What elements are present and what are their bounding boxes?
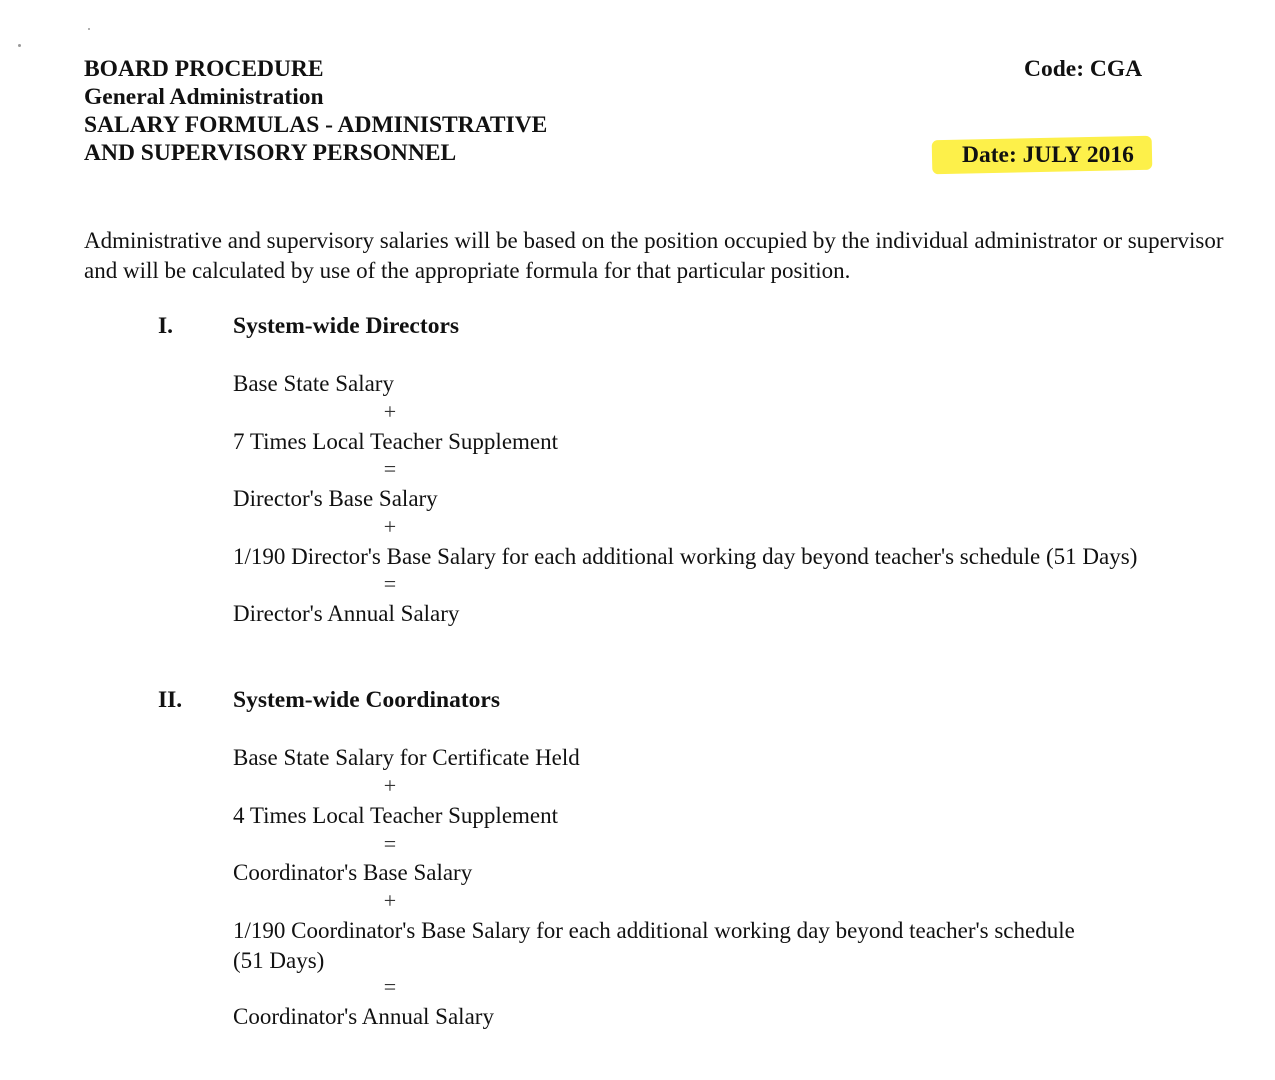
header-subject-line2: AND SUPERVISORY PERSONNEL: [84, 140, 457, 166]
formula-line: 1/190 Coordinator's Base Salary for each additional working day beyond teacher's schedule: [233, 918, 1075, 943]
formula-line: Base State Salary for Certificate Held: [233, 745, 580, 770]
intro-paragraph: Administrative and supervisory salaries will be based on the position occupied by the individual administrator or supervisor and will be calculated by use of the appropriate formula for that particular position.: [84, 228, 1224, 283]
formula-result: Director's Annual Salary: [233, 601, 460, 626]
formula-line: Coordinator's Base Salary: [233, 860, 473, 885]
section-title: System-wide Directors: [233, 313, 460, 339]
equals-operator: =: [383, 974, 397, 999]
header-subject-line1: SALARY FORMULAS - ADMINISTRATIVE: [84, 112, 548, 138]
plus-operator: +: [383, 888, 397, 913]
equals-operator: =: [383, 831, 397, 856]
plus-operator: +: [383, 399, 397, 424]
formula-line: 1/190 Director's Base Salary for each additional working day beyond teacher's schedule (51 Days): [233, 544, 1138, 569]
formula-line: Director's Base Salary: [233, 486, 438, 511]
formula-line: 7 Times Local Teacher Supplement: [233, 429, 559, 454]
plus-operator: +: [383, 773, 397, 798]
scan-speck: [88, 28, 90, 30]
policy-code: Code: CGA: [1024, 56, 1143, 82]
section-title: System-wide Coordinators: [233, 687, 500, 713]
header-title: BOARD PROCEDURE: [84, 56, 324, 82]
header-category: General Administration: [84, 84, 324, 110]
equals-operator: =: [383, 456, 397, 481]
formula-result: Coordinator's Annual Salary: [233, 1004, 494, 1029]
plus-operator: +: [383, 514, 397, 539]
formula-line-continuation: (51 Days): [233, 948, 325, 973]
formula-line: 4 Times Local Teacher Supplement: [233, 803, 559, 828]
formula-line: Base State Salary: [233, 371, 394, 396]
section-number: II.: [158, 687, 183, 713]
scan-speck: [18, 44, 21, 47]
policy-date: Date: JULY 2016: [962, 142, 1134, 168]
equals-operator: =: [383, 571, 397, 596]
section-number: I.: [158, 313, 174, 339]
